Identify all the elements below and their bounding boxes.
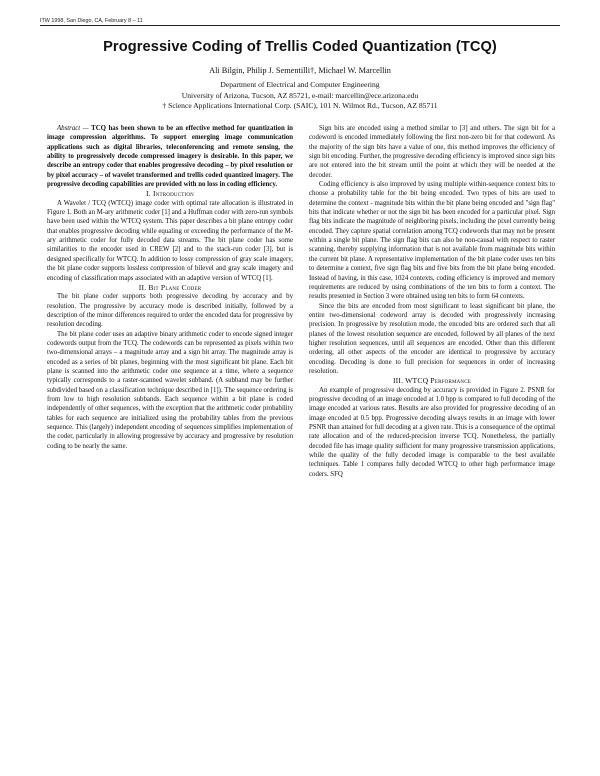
abstract [47,124,293,189]
affiliation-2: University of Arizona, Tucson, AZ 85721, e-mail: marcellin@ece.arizona.edu [181,90,419,100]
bit-order-paragraph: Since the bits are encoded from most significant to least significant bit plane, the entire two-dimensional codeword array is decoded with progressively increasing precision. In progressive by resolution mode, the encoded bits are ordered such that all planes of the lowest resolution sequence are encoded, followed by all planes of the next higher resolution sequences, until all sequences are encoded. Other than this different ordering, all other aspects of the encoder are identical to progressive by accuracy encoding. Decoding is done to full precision for sequences in order of increasing resolution. [309,302,555,375]
right-column [309,124,555,479]
affiliation-1: Department of Electrical and Computer Engineering [220,80,380,89]
author-list: Ali Bilgin, Philip J. Sementilli†, Michael W. Marcellin [209,66,391,75]
abstract-label: Abstract — [57,125,89,132]
paper-title: Progressive Coding of Trellis Coded Quantization (TCQ) [103,39,497,55]
affiliation-3: † Science Applications International Corp. (SAIC), 101 N. Wilmot Rd., Tucson, AZ 85711 [162,101,438,110]
abstract-text: TCQ has been shown to be an effective method for quantization in image compression algorithms. To support emerging image communication applications such as digital libraries, teleconferencing and remote sensing, the ability to progressively decode compressed imagery is desirable. In this paper, we describe an entropy coder that enables progressive decoding – by pixel resolution or by pixel accuracy – of wavelet transformed and trellis coded quantized imagery. The progressive decoding capabilities are provided with no loss in coding efficiency. [47,125,293,189]
bit-plane-paragraph-1: The bit plane coder supports both progressive decoding by accuracy and by resolution. The progressive by accuracy mode is described initially, followed by a description of the minor differences required to order the encoded data for progressive by resolution decoding. [47,293,293,329]
sign-bits-paragraph: Sign bits are encoded using a method similar to [3] and others. The sign bit for a codeword is encoded immediately following the first non-zero bit for that codeword. As the majority of the sign bits have a value of one, this method improves the efficiency of sign bit encoding. Further, the progressive decoding efficiency is improved since sign bits are not entered into the bit stream until the point at which they will be needed at the decoder. [309,125,555,179]
running-head: ITW 1998, San Diego, CA, February 8 – 11 [40,18,560,26]
intro-paragraph: A Wavelet / TCQ (WTCQ) image coder with optimal rate allocation is illustrated in Figure 1. Both an M-ary arithmetic coder [1] and a Huffman coder with zero-run symbols have been used within the WTCQ system. This paper describes a bit plane entropy coder that enables progressive decoding while equaling or exceeding the performance of the M-ary arithmetic coder for fully decoded data streams. The bit plane coder has some similarities to the encoder used in CREW [2] and to the stack-run coder [3], but is designed specifically for WTCQ. In addition to lossy compression of gray scale imagery, the bit plane coder supports lossless compression of bilevel and gray scale imagery and encoding of classification maps associated with an adaptive version of WTCQ [1]. [47,199,293,282]
section-heading-bit-plane-coder: II. Bit Plane Coder [138,282,202,292]
section-heading-wtcq-performance: III. WTCQ Performance [392,376,472,386]
context-bits-paragraph: Coding efficiency is also improved by using multiple within-sequence context bits to choose a probability table for the bit being encoded. Two types of bits are used to determine the context - magnitude bits within the bit plane being encoded and "sign flag" bits that indicate whether or not the sign bit has been encoded for a particular pixel. Sign flag bits indicate the magnitude of neighboring pixels, including the pixel currently being encoded. They capture spatial correlation among TCQ codewords that may not be present within a single bit plane. The sign flag bits can also be non-causal with respect to raster scanning, thereby supplying information that is not available from magnitude bits within the current bit plane. A representative implementation of the bit plane coder uses ten bits to determine a context, five sign flag bits and five bits from the bit plane being encoded. Instead of having, in this case, 1024 contexts, coding efficiency is improved and memory requirements are reduced by using combinations of the ten bits to form a context. The results presented in Section 3 were obtained using ten bits to form 64 contexts. [309,181,555,301]
performance-paragraph: An example of progressive decoding by accuracy is provided in Figure 2. PSNR for progressive decoding of an image encoded at 1.0 bpp is compared to full decoding of the image encoded at various rates. Results are also provided for progressive decoding of an image encoded at 0.5 bpp. Progressive decoding always results in an image with lower PSNR than attained for full decoding at a given rate. This is a consequence of the optimal rate allocation and of the reduced-precision inverse TCQ. Nonetheless, the partially decoded file has image quality sufficient for many progressive transmission applications, while the quality of the fully decoded image is comparable to the best available techniques. Table 1 compares fully decoded WTCQ to other high performance image coders. SFQ [309,386,555,478]
left-column [47,124,293,451]
bit-plane-paragraph-2: The bit plane coder uses an adaptive binary arithmetic coder to encode signed integer codewords output from the TCQ. The codewords can be represented as pixels within two two-dimensional arrays – a magnitude array and a sign bit array. The magnitude array is encoded as a series of bit planes, beginning with the most significant bit plane. Each bit plane is scanned into the arithmetic coder one sequence at a time, where a sequence typically corresponds to a raster-scanned wavelet subband. (A subband may be further subdivided based on a classification technique described in [1]). The sequence ordering is from low to high resolution subbands. Each sequence within a bit plane is coded independently of other sequences, with the exception that the arithmetic coder probability tables for each sequence are initialized using the probability tables from the previous sequence. This (largely) independent encoding of sequences simplifies implementation of the coder, particularly in allowing progressive by accuracy and progressive by resolution coding to be nearly the same. [47,330,293,450]
section-heading-introduction: I. Introduction [146,189,194,199]
